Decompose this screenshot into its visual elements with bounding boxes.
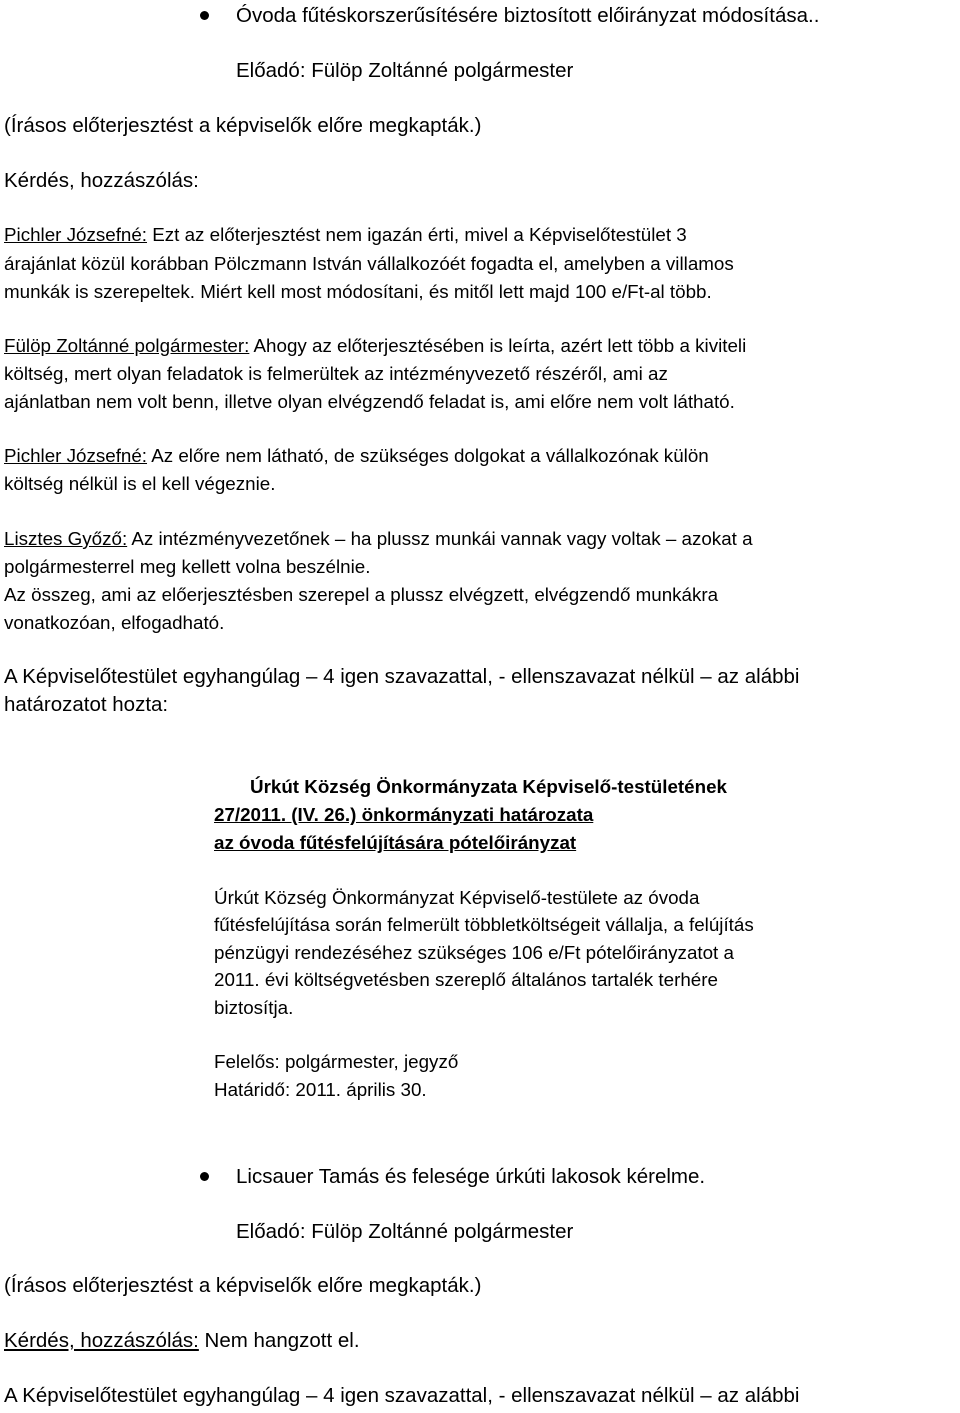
vote-line: határozatot hozta: [4, 693, 169, 716]
agenda-item-title: Óvoda fűtéskorszerűsítésére biztosított előirányzat módosítása.. [236, 4, 820, 27]
speaker-name: Pichler Józsefné: [4, 445, 148, 466]
responsible-line: Felelős: polgármester, jegyző [214, 1051, 459, 1072]
paragraph-line: polgármesterrel meg kellett volna beszélnie. [4, 556, 371, 577]
agenda-item-title: Licsauer Tamás és felesége úrkúti lakosok kérelme. [236, 1165, 706, 1188]
resolution-text: Úrkút Község Önkormányzat Képviselő-testülete az óvoda [214, 887, 700, 908]
paragraph-line: költség nélkül is el kell végeznie. [4, 473, 276, 494]
paragraph-line: ajánlatban nem volt benn, illetve olyan elvégzendő feladat is, ami előre nem volt látható. [4, 391, 735, 412]
resolution-text: biztosítja. [214, 997, 294, 1018]
speaker-name: Fülöp Zoltánné polgármester: [4, 335, 250, 356]
bullet-icon [200, 1172, 209, 1181]
questions-label: Kérdés, hozzászólás: [4, 169, 199, 192]
submission-note: (Írásos előterjesztést a képviselők előre megkapták.) [4, 1274, 482, 1297]
questions-line: Kérdés, hozzászólás: Nem hangzott el. [4, 1329, 360, 1352]
resolution-number: 27/2011. (IV. 26.) önkormányzati határozata [214, 804, 594, 825]
presenter-line: Előadó: Fülöp Zoltánné polgármester [236, 1220, 574, 1243]
resolution-heading: Úrkút Község Önkormányzata Képviselő-testületének [250, 776, 727, 797]
resolution-text: 2011. évi költségvetésben szereplő általános tartalék terhére [214, 969, 718, 990]
presenter-line: Előadó: Fülöp Zoltánné polgármester [236, 59, 574, 82]
vote-line: A Képviselőtestület egyhangúlag – 4 igen szavazattal, - ellenszavazat nélkül – az alábbi [4, 665, 800, 688]
paragraph-line: árajánlat közül korábban Pölczmann István vállalkozóét fogadta el, amelyben a villamos [4, 253, 734, 274]
paragraph-line: Pichler Józsefné: Ezt az előterjesztést nem igazán érti, mivel a Képviselőtestület 3 [4, 224, 687, 245]
bullet-icon [200, 11, 209, 20]
paragraph-line: Pichler Józsefné: Az előre nem látható, de szükséges dolgokat a vállalkozónak külön [4, 445, 709, 466]
resolution-subject: az óvoda fűtésfelújítására pótelőirányzat [214, 832, 577, 853]
paragraph-line: Az összeg, ami az előerjesztésben szerepel a plussz elvégzett, elvégzendő munkákra [4, 584, 719, 605]
submission-note: (Írásos előterjesztést a képviselők előre megkapták.) [4, 114, 482, 137]
resolution-text: fűtésfelújítása során felmerült többletköltségeit vállalja, a felújítás [214, 914, 754, 935]
paragraph-line: költség, mert olyan feladatok is felmerültek az intézményvezető részéről, ami az [4, 363, 668, 384]
paragraph-line: munkák is szerepeltek. Miért kell most módosítani, és mitől lett majd 100 e/Ft-al több. [4, 281, 712, 302]
speaker-name: Pichler Józsefné: [4, 224, 148, 245]
paragraph-line: Lisztes Győző: Az intézményvezetőnek – ha plussz munkái vannak vagy voltak – azokat a [4, 528, 753, 549]
questions-label: Kérdés, hozzászólás: [4, 1329, 199, 1352]
paragraph-line: Fülöp Zoltánné polgármester: Ahogy az előterjesztésében is leírta, azért lett több a kiviteli [4, 335, 747, 356]
paragraph-line: vonatkozóan, elfogadható. [4, 612, 225, 633]
speaker-name: Lisztes Győző: [4, 528, 128, 549]
resolution-text: pénzügyi rendezéséhez szükséges 106 e/Ft pótelőirányzatot a [214, 942, 734, 963]
vote-line: A Képviselőtestület egyhangúlag – 4 igen szavazattal, - ellenszavazat nélkül – az alábbi [4, 1384, 800, 1407]
deadline-line: Határidő: 2011. április 30. [214, 1079, 427, 1100]
